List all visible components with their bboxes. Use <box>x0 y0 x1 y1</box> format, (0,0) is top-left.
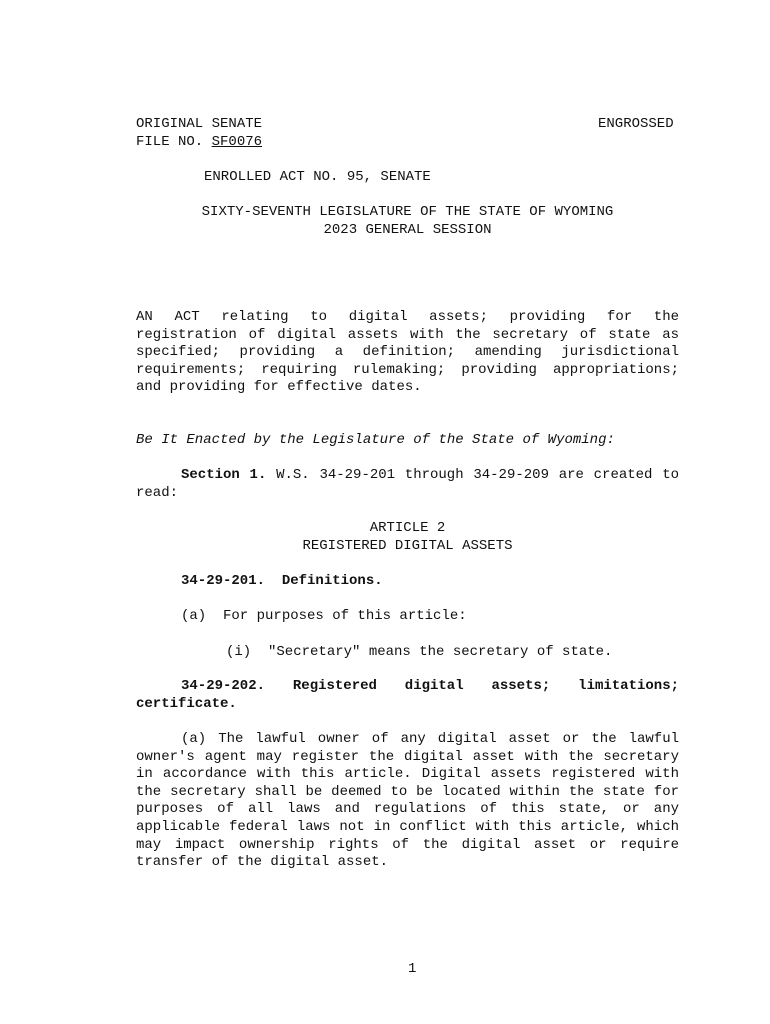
session-title: 2023 GENERAL SESSION <box>323 222 492 238</box>
enrolled-act-number: ENROLLED ACT NO. 95, SENATE <box>204 169 431 185</box>
article-title: REGISTERED DIGITAL ASSETS <box>302 538 513 554</box>
engrossed-label: ENGROSSED <box>598 116 674 132</box>
file-number <box>136 134 262 152</box>
section-1-paragraph <box>136 467 679 502</box>
article-number: ARTICLE 2 <box>369 520 446 536</box>
section-1-label: Section 1. <box>181 467 267 483</box>
section-201-subsection-a: (a) For purposes of this article: <box>181 608 467 624</box>
section-201-heading: 34-29-201. Definitions. <box>181 573 383 589</box>
page-number: 1 <box>408 961 417 977</box>
enacting-clause: Be It Enacted by the Legislature of the State of Wyoming: <box>136 432 615 448</box>
original-senate-label: ORIGINAL SENATE <box>136 116 263 132</box>
section-202-heading: 34-29-202. Registered digital assets; limitations; certificate. <box>136 678 679 712</box>
section-202-subsection-a: (a) The lawful owner of any digital asset or the lawful owner's agent may register the digital asset with the secretary in accordance with this article. Digital assets registered with the secretary shall be deemed to be located within the state for purposes of all laws and regulations of this state, or any applicable federal laws not in conflict with this article, which may impact ownership rights of the digital asset or require transfer of the digital asset. <box>136 731 679 871</box>
section-1-text: W.S. 34-29-201 through 34-29-209 are created to read: <box>136 467 680 501</box>
act-title-paragraph: AN ACT relating to digital assets; providing for the registration of digital assets with the secretary of state as specified; providing a definition; amending jurisdictional requirements; requiring rulemaking; providing appropriations; and providing for effective dates. <box>136 309 679 396</box>
section-201-paragraph-i: (i) "Secretary" means the secretary of state. <box>226 644 613 660</box>
legislature-title: SIXTY-SEVENTH LEGISLATURE OF THE STATE OF WYOMING <box>201 204 614 220</box>
file-no-value: SF0076 <box>211 134 263 150</box>
file-no-label: FILE NO. <box>136 134 204 150</box>
